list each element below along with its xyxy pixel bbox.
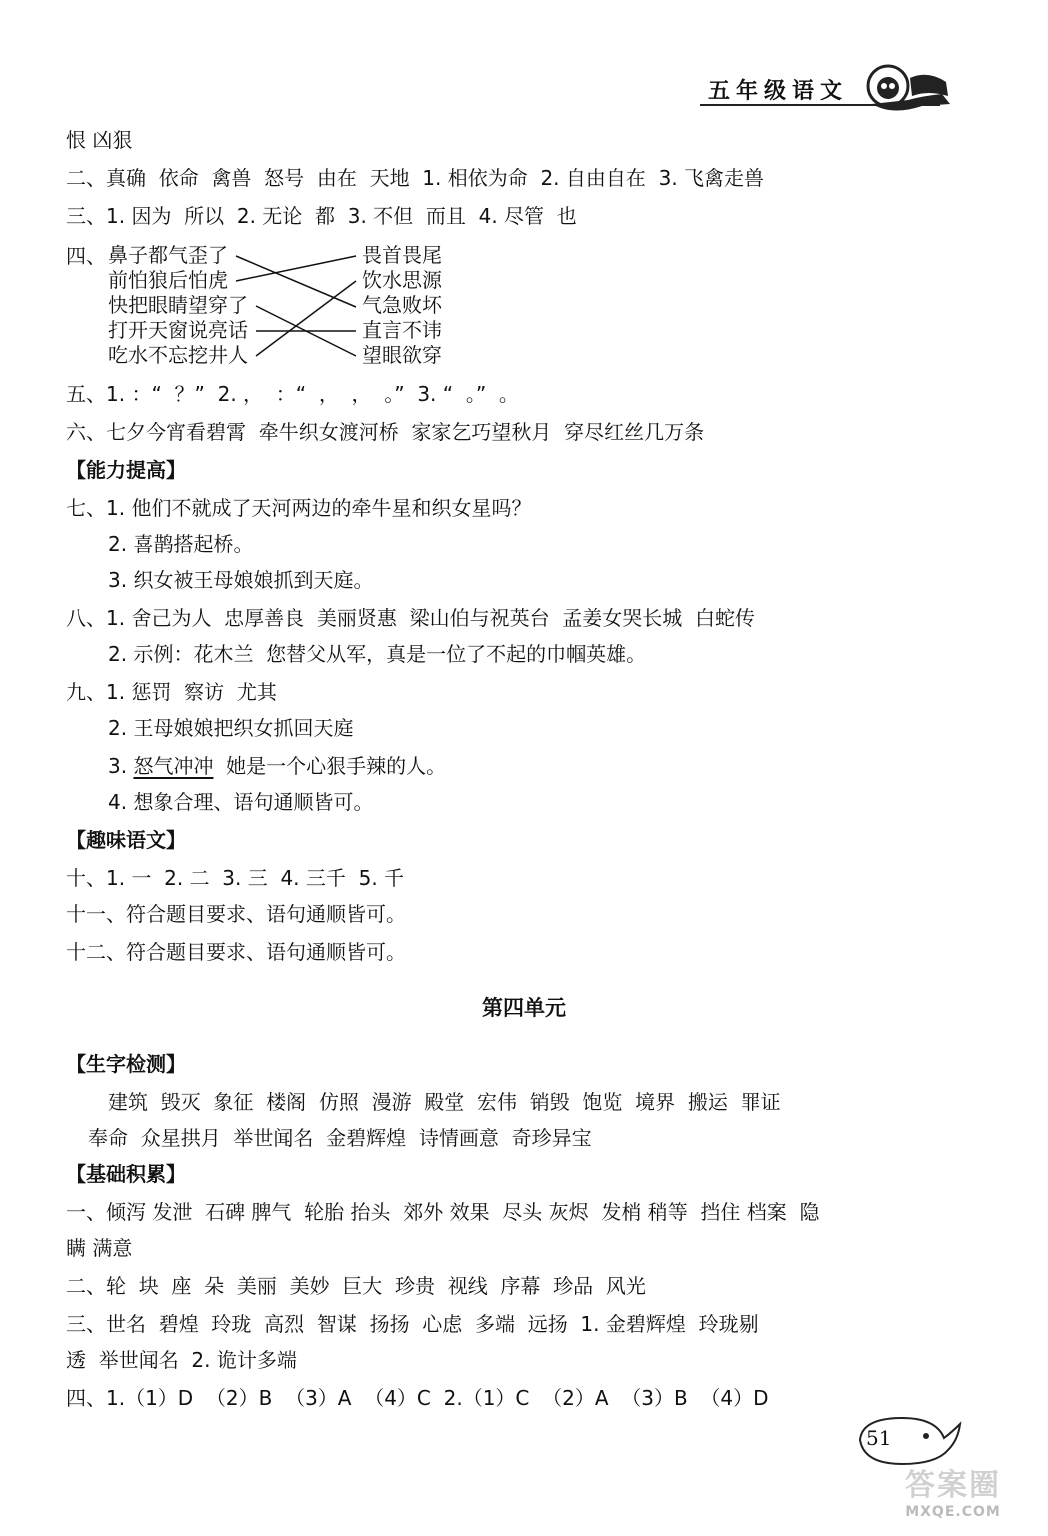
match-right-5: 望眼欲穿 [362,343,442,367]
line-q7-2: 2. 喜鹊搭起桥。 [108,532,254,556]
section-heading-basics: 【基础积累】 [66,1162,186,1186]
q9-3-underlined: 怒气冲冲 [133,754,214,778]
match-left-5: 吃水不忘挖井人 [108,343,248,367]
match-right-3: 气急败坏 [362,293,442,317]
line-chars-2: 奉命 众星拱月 举世闻名 金碧辉煌 诗情画意 奇珍异宝 [88,1126,592,1150]
line-q4-prefix: 四、 [66,244,106,268]
book-header-title: 五年级语文 [708,78,849,104]
q9-3-number: 3. [108,754,134,778]
line-q9-2: 2. 王母娘娘把织女抓回天庭 [108,716,354,740]
page-number: 51 [866,1426,892,1450]
line-q9-1: 九、1. 惩罚 察访 尤其 [66,680,277,704]
match-connector-5 [256,281,356,356]
section-heading-fun: 【趣味语文】 [66,828,186,852]
line-q8-2: 2. 示例：花木兰 您替父从军，真是一位了不起的巾帼英雄。 [108,642,647,666]
line-q12: 十二、符合题目要求、语句通顺皆可。 [66,940,406,964]
match-right-4: 直言不讳 [362,318,442,342]
watermark-text: 答案圈 [905,1468,1001,1503]
match-right-1: 畏首畏尾 [362,243,442,267]
line-q5: 五、1. ：“ ？” 2. ， ：“ ， ， 。” 3. “ 。” 。 [66,382,519,406]
line-q9-3 [108,752,446,780]
q9-3-rest: 她是一个心狠手辣的人。 [213,754,447,778]
line-q2: 二、真确 依命 禽兽 怒号 由在 天地 1. 相依为命 2. 自由自在 3. 飞禽走兽 [66,166,765,190]
match-connector-1 [236,256,356,307]
match-left-1: 鼻子都气歪了 [108,243,228,267]
line-q10: 十、1. 一 2. 二 3. 三 4. 三千 5. 千 [66,866,405,890]
line-q7-3: 3. 织女被王母娘娘抓到天庭。 [108,568,374,592]
line-q9-4: 4. 想象合理、语句通顺皆可。 [108,790,374,814]
match-right-2: 饮水思源 [362,268,442,292]
line-q7-1: 七、1. 他们不就成了天河两边的牵牛星和织女星吗？ [66,496,532,520]
section-heading-characters: 【生字检测】 [66,1052,186,1076]
line-b1-cont: 瞒 满意 [66,1236,133,1260]
line-q11: 十一、符合题目要求、语句通顺皆可。 [66,902,406,926]
matching-lines [0,0,1048,400]
watermark [868,1460,1038,1520]
line-l0: 恨 凶狠 [66,128,133,152]
line-q6: 六、七夕今宵看碧霄 牵牛织女渡河桥 家家乞巧望秋月 穿尽红丝几万条 [66,420,705,444]
section-heading-ability: 【能力提高】 [66,458,186,482]
line-b3-cont: 透 举世闻名 2. 诡计多端 [66,1348,297,1372]
match-left-4: 打开天窗说亮话 [108,318,248,342]
line-q3: 三、1. 因为 所以 2. 无论 都 3. 不但 而且 4. 尽管 也 [66,204,577,228]
match-connector-2 [236,256,356,281]
watermark-url: MXQE.COM [905,1504,1001,1520]
line-b4: 四、1.（1）D （2）B （3）A （4）C 2.（1）C （2）A （3）B （4）D [66,1386,769,1410]
match-left-3: 快把眼睛望穿了 [108,293,248,317]
line-b2: 二、轮 块 座 朵 美丽 美妙 巨大 珍贵 视线 序幕 珍品 风光 [66,1274,646,1298]
line-q8-1: 八、1. 舍己为人 忠厚善良 美丽贤惠 梁山伯与祝英台 孟姜女哭长城 白蛇传 [66,606,756,630]
line-chars-1: 建筑 毁灭 象征 楼阁 仿照 漫游 殿堂 宏伟 销毁 饱览 境界 搬运 罪证 [108,1090,781,1114]
unit-title: 第四单元 [482,996,566,1020]
line-b1: 一、倾泻 发泄 石碑 脾气 轮胎 抬头 郊外 效果 尽头 灰烬 发梢 稍等 挡住 档案 隐 [66,1200,820,1224]
line-b3: 三、世名 碧煌 玲珑 高烈 智谋 扬扬 心虑 多端 远扬 1. 金碧辉煌 玲珑剔 [66,1312,759,1336]
match-left-2: 前怕狼后怕虎 [108,268,228,292]
